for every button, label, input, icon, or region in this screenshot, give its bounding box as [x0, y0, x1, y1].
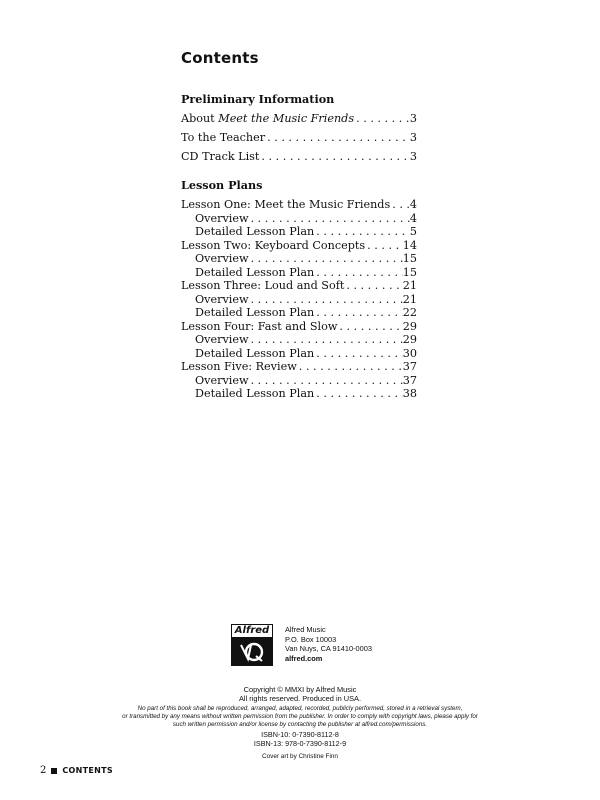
toc-entry-page: 29 [402, 333, 417, 346]
leader-dots [344, 279, 402, 293]
toc-entry-title: Overview [195, 252, 249, 265]
toc-entry-page: 3 [409, 150, 417, 163]
leader-dots [314, 387, 402, 401]
publisher-name: Alfred Music [285, 625, 326, 634]
toc-entry-title: To the Teacher [181, 131, 266, 144]
isbn-block [0, 730, 600, 748]
publisher-block [231, 624, 391, 668]
logo-wordmark: Alfred [232, 625, 272, 638]
publisher-url: alfred.com [285, 653, 323, 663]
lesson-plans-section [181, 178, 417, 401]
footer-section-label: CONTENTS [62, 766, 113, 775]
toc-entry-page: 30 [402, 346, 417, 360]
toc-entry-title: Overview [195, 292, 249, 306]
toc-entry-title: Lesson Five: Review [181, 360, 297, 373]
toc-entry-sub [181, 347, 417, 361]
leader-dots [337, 320, 402, 334]
toc-entry-title: CD Track List [181, 150, 260, 163]
toc-entry-page: 21 [402, 279, 417, 292]
toc-entry-prefix: About [181, 112, 219, 125]
toc-entry-lesson [181, 198, 417, 212]
section-heading-preliminary: Preliminary Information [181, 92, 335, 106]
toc-entry [181, 147, 417, 166]
leader-dots [259, 147, 409, 166]
toc-entry-lesson [181, 239, 417, 253]
toc-entry-page: 38 [402, 387, 417, 400]
rights-line: All rights reserved. Produced in USA. [239, 694, 361, 703]
toc-entry-title: Overview [195, 333, 249, 346]
publisher-address [285, 625, 372, 663]
copyright-line: Copyright © MMXI by Alfred Music [243, 685, 357, 694]
cover-credit: Cover art by Christine Finn [261, 753, 338, 760]
toc-entry-page: 29 [402, 319, 417, 333]
leader-dots [314, 306, 402, 320]
table-of-contents [181, 92, 417, 401]
logo-emblem-icon [232, 638, 272, 665]
leader-dots [249, 374, 403, 388]
toc-entry-page: 4 [409, 211, 417, 225]
toc-entry-sub [181, 333, 417, 347]
toc-entry-page: 37 [402, 360, 417, 373]
toc-entry-title: Overview [195, 373, 249, 387]
preliminary-section [181, 92, 417, 166]
leader-dots [314, 347, 402, 361]
toc-entry-title: Detailed Lesson Plan [195, 265, 315, 279]
leader-dots [249, 293, 403, 307]
alfred-logo [231, 624, 273, 666]
copyright-notice [0, 685, 600, 703]
toc-entry-title: Detailed Lesson Plan [195, 306, 315, 319]
toc-entry-title: Lesson Four: Fast and Slow [181, 319, 338, 333]
leader-dots [265, 128, 410, 147]
toc-entry-title: Overview [195, 211, 249, 225]
legal-line: or transmitted by any means without written permission from the publisher. In order to comply with copyright laws, please apply for [122, 712, 478, 720]
publisher-city: Van Nuys, CA 91410-0003 [285, 644, 372, 654]
legal-line: No part of this book shall be reproduced, arranged, adapted, recorded, publicly performed, stored in a retrieval system, [137, 705, 463, 712]
toc-entry-lesson [181, 320, 417, 334]
section-heading-lesson-plans: Lesson Plans [181, 178, 263, 192]
leader-dots [390, 198, 410, 212]
toc-entry-lesson [181, 279, 417, 293]
toc-entry-sub [181, 266, 417, 280]
leader-dots [249, 333, 403, 347]
square-bullet-icon [51, 768, 57, 774]
toc-entry-title: Meet the Music Friends [218, 112, 355, 125]
toc-entry-title: Detailed Lesson Plan [195, 346, 315, 360]
page-number: 2 [40, 765, 47, 776]
isbn-13: ISBN-13: 978-0-7390-8112-9 [253, 739, 347, 748]
page-footer [40, 765, 113, 776]
leader-dots [249, 252, 403, 266]
leader-dots [249, 212, 410, 226]
toc-entry-sub [181, 225, 417, 239]
toc-entry-sub [181, 387, 417, 401]
toc-entry [181, 128, 417, 147]
toc-entry-title: Detailed Lesson Plan [195, 387, 315, 400]
publisher-box: P.O. Box 10003 [285, 634, 337, 644]
toc-entry-lesson [181, 360, 417, 374]
toc-entry-title: Lesson Three: Loud and Soft [181, 279, 345, 292]
toc-entry [181, 109, 417, 128]
legal-line: such written permission and/or license by contacting the publisher at alfred.com/permissions. [172, 720, 428, 728]
toc-entry-page: 4 [409, 198, 417, 211]
toc-entry-page: 3 [409, 112, 417, 125]
toc-entry-page: 21 [402, 292, 417, 306]
toc-entry-title: Lesson One: Meet the Music Friends [181, 198, 391, 211]
leader-dots [365, 239, 403, 253]
toc-entry-sub [181, 212, 417, 226]
toc-entry-title: Detailed Lesson Plan [195, 225, 315, 238]
toc-entry-page: 15 [402, 252, 417, 265]
toc-entry-sub [181, 252, 417, 266]
toc-entry-sub [181, 293, 417, 307]
toc-entry-page: 15 [402, 265, 417, 279]
toc-entry-page: 14 [402, 238, 417, 252]
toc-entry-sub [181, 306, 417, 320]
page-title: Contents [181, 49, 259, 67]
toc-entry-page: 3 [409, 131, 417, 144]
toc-entry-sub [181, 374, 417, 388]
legal-notice [60, 705, 540, 728]
leader-dots [314, 266, 402, 280]
leader-dots [314, 225, 410, 239]
toc-entry-page: 5 [409, 225, 417, 238]
toc-entry-page: 37 [402, 373, 417, 387]
leader-dots [354, 109, 410, 128]
toc-entry-title: Lesson Two: Keyboard Concepts [181, 238, 366, 252]
leader-dots [297, 360, 403, 374]
toc-entry-page: 22 [402, 306, 417, 319]
isbn-10: ISBN-10: 0-7390-8112-8 [261, 730, 339, 739]
